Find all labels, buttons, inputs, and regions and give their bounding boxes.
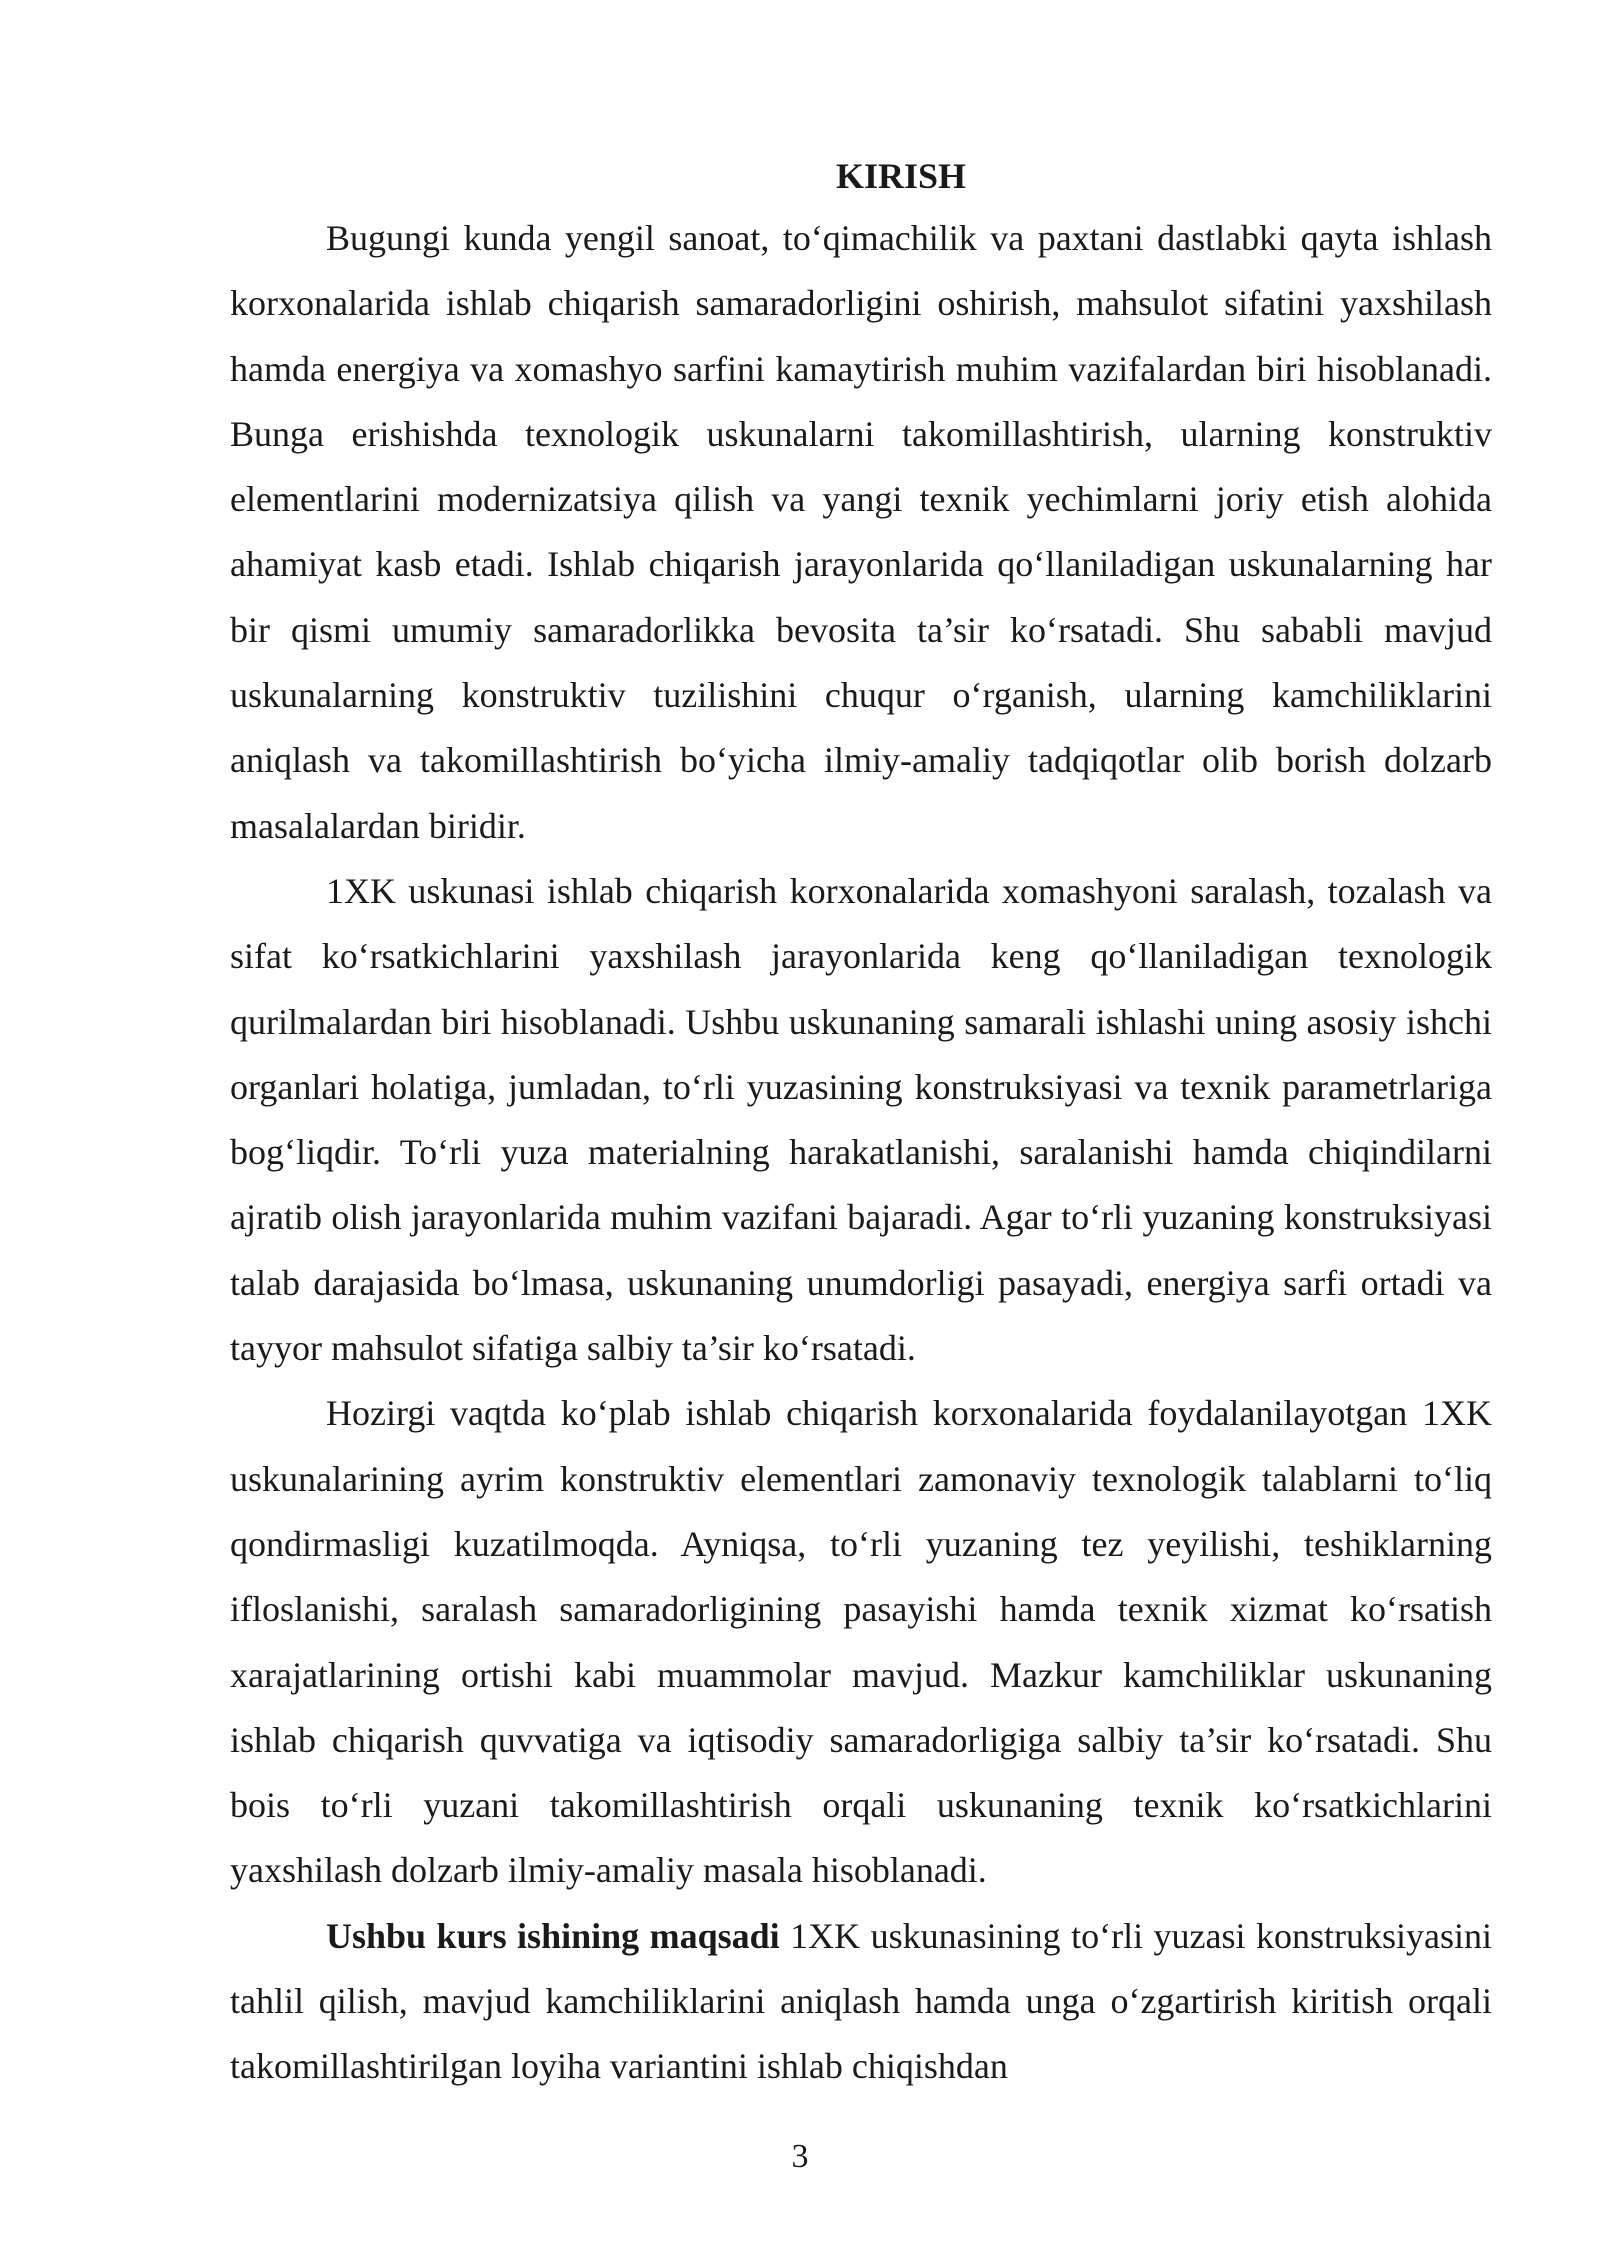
paragraph-2: 1XK uskunasi ishlab chiqarish korxonalarida xomashyoni saralash, tozalash va sifat ko‘rsatkichlarini yaxshilash jarayonlarida keng qo‘llaniladigan texnologik qurilmalardan biri hisoblanadi. Ushbu uskunaning samarali ishlashi uning asosiy ishchi organlari holatiga, jumladan, to‘rli yuzasining konstruksiyasi va texnik parametrlariga bog‘liqdir. To‘rli yuza materialning harakatlanishi, saralanishi hamda chiqindilarni ajratib olish jarayonlarida muhim vazifani bajaradi. Agar to‘rli yuzaning konstruksiyasi talab darajasida bo‘lmasa, uskunaning unumdorligi pasayadi, energiya sarfi ortadi va tayyor mahsulot sifatiga salbiy ta’sir ko‘rsatadi. <box>230 870 1492 1369</box>
paragraph-4 <box>230 1904 1492 2100</box>
paragraph-1: Bugungi kunda yengil sanoat, to‘qimachilik va paxtani dastlabki qayta ishlash korxonalarida ishlab chiqarish samaradorligini oshirish, mahsulot sifatini yaxshilash hamda energiya va xomashyo sarfini kamaytirish muhim vazifalardan biri hisoblanadi. Bunga erishishda texnologik uskunalarni takomillashtirish, ularning konstruktiv elementlarini modernizatsiya qilish va yangi texnik yechimlarni joriy etish alohida ahamiyat kasb etadi. Ishlab chiqarish jarayonlarida qo‘llaniladigan uskunalarning har bir qismi umumiy samaradorlikka bevosita ta’sir ko‘rsatadi. Shu sababli mavjud uskunalarning konstruktiv tuzilishini chuqur o‘rganish, ularning kamchiliklarini aniqlash va takomillashtirish bo‘yicha ilmiy-amaliy tadqiqotlar olib borish dolzarb masalalardan biridir. <box>230 218 1492 846</box>
page-number: 3 <box>791 2138 809 2175</box>
paragraph-4-bold-lead: Ushbu kurs ishining maqsadi <box>326 1915 780 1956</box>
paragraph-4-text: 1XK uskunasining to‘rli yuzasi konstruksiyasini tahlil qilish, mavjud kamchiliklarini aniqlash hamda unga o‘zgartirish kiritish orqali takomillashtirilgan loyiha variantini ishlab chiqishdan <box>230 1915 1492 2087</box>
page-content <box>230 146 1492 2100</box>
section-heading: KIRISH <box>835 156 967 196</box>
paragraph-3: Hozirgi vaqtda ko‘plab ishlab chiqarish korxonalarida foydalanilayotgan 1XK uskunalarining ayrim konstruktiv elementlari zamonaviy texnologik talablarni to‘liq qondirmasligi kuzatilmoqda. Ayniqsa, to‘rli yuzaning tez yeyilishi, teshiklarning ifloslanishi, saralash samaradorligining pasayishi hamda texnik xizmat ko‘rsatish xarajatlarining ortishi kabi muammolar mavjud. Mazkur kamchiliklar uskunaning ishlab chiqarish quvvatiga va iqtisodiy samaradorligiga salbiy ta’sir ko‘rsatadi. Shu bois to‘rli yuzani takomillashtirish orqali uskunaning texnik ko‘rsatkichlarini yaxshilash dolzarb ilmiy-amaliy masala hisoblanadi. <box>230 1393 1492 1891</box>
